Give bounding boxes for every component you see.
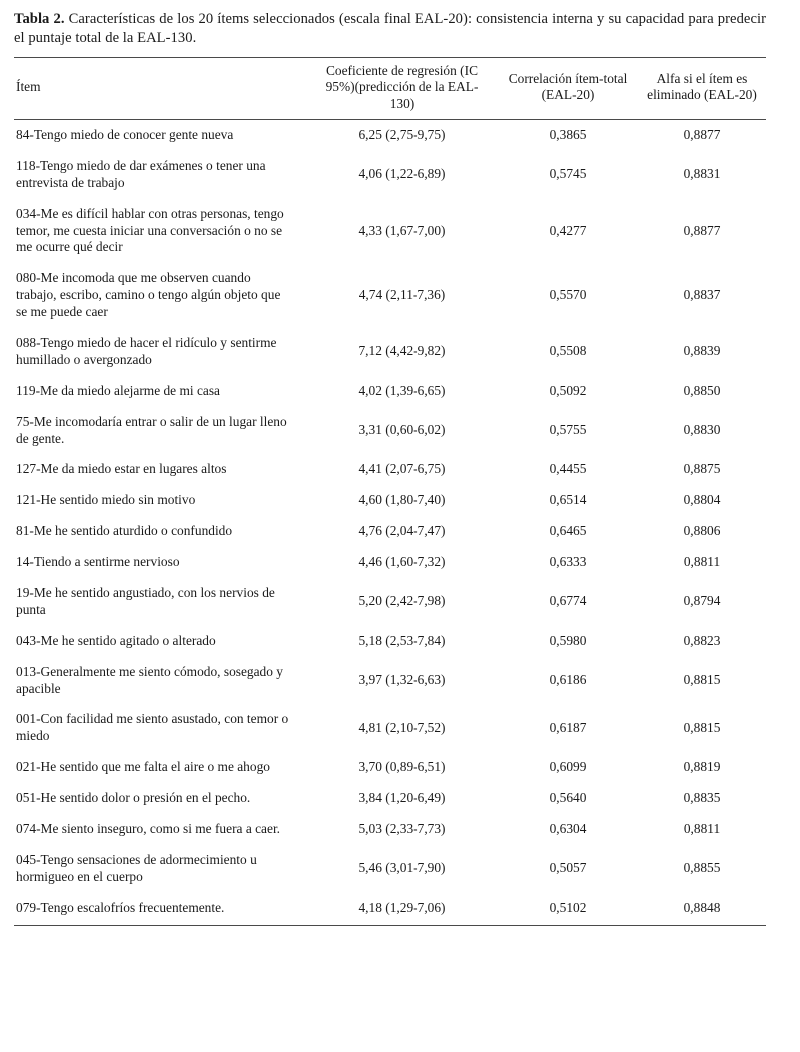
cell-coefficient: 4,41 (2,07-6,75)	[358, 461, 446, 477]
cell-correlation: 0,5057	[549, 860, 587, 876]
cell-coefficient: 4,74 (2,11-7,36)	[358, 287, 446, 303]
cell-item: 118-Tengo miedo de dar exámenes o tener una entrevista de trabajo	[16, 157, 266, 190]
cell-coefficient: 4,02 (1,39-6,65)	[358, 382, 446, 398]
cell-alpha: 0,8837	[683, 287, 721, 303]
table-row	[14, 783, 766, 814]
cell-coefficient: 5,03 (2,33-7,73)	[358, 821, 446, 837]
table-caption	[14, 10, 766, 48]
cell-item: 043-Me he sentido agitado o alterado	[16, 632, 216, 648]
table-row	[14, 704, 766, 752]
cell-correlation: 0,5745	[549, 166, 587, 182]
cell-item: 080-Me incomoda que me observen cuando trabajo, escribo, camino o tengo algún objeto que se me puede caer	[16, 270, 281, 320]
cell-correlation: 0,6774	[549, 593, 587, 609]
cell-coefficient: 4,81 (2,10-7,52)	[358, 719, 446, 735]
cell-item: 19-Me he sentido angustiado, con los nervios de punta	[16, 585, 275, 617]
cell-item: 079-Tengo escalofríos frecuentemente.	[14, 893, 306, 925]
table-caption-label: Tabla 2.	[14, 11, 65, 27]
cell-correlation: 0,6304	[549, 821, 587, 837]
cell-alpha: 0,8815	[683, 672, 721, 688]
cell-alpha: 0,8877	[683, 222, 721, 238]
cell-item: 013-Generalmente me siento cómodo, sosegado y apacible	[16, 663, 283, 696]
table-body	[14, 119, 766, 925]
cell-item: 127-Me da miedo estar en lugares altos	[16, 461, 227, 477]
cell-item: 84-Tengo miedo de conocer gente nueva	[16, 126, 234, 142]
cell-alpha: 0,8794	[683, 593, 721, 609]
cell-correlation: 0,5570	[549, 287, 587, 303]
cell-correlation: 0,6465	[549, 523, 587, 539]
cell-alpha: 0,8815	[683, 719, 721, 735]
column-header-coefficient: Coeficiente de regresión (IC 95%)(predicción de la EAL-130)	[306, 57, 498, 119]
cell-alpha: 0,8835	[683, 790, 721, 806]
cell-item: 121-He sentido miedo sin motivo	[16, 492, 196, 508]
cell-correlation: 0,3865	[549, 126, 587, 142]
cell-alpha: 0,8811	[683, 554, 721, 570]
cell-alpha: 0,8804	[683, 492, 721, 508]
cell-alpha: 0,8830	[683, 422, 721, 438]
table-caption-text: Características de los 20 ítems seleccionados (escala final EAL-20): consistencia interna y su capacidad para predecir el puntaje total de la EAL-130.	[14, 11, 767, 46]
cell-correlation: 0,6514	[549, 492, 587, 508]
cell-item: 045-Tengo sensaciones de adormecimiento u hormigueo en el cuerpo	[16, 851, 257, 884]
cell-coefficient: 3,97 (1,32-6,63)	[358, 672, 446, 688]
cell-coefficient: 4,18 (1,29-7,06)	[306, 893, 498, 925]
cell-item: 034-Me es difícil hablar con otras personas, tengo temor, me cuesta iniciar una conversación o no se me ocurre qué decir	[16, 205, 284, 255]
cell-coefficient: 4,06 (1,22-6,89)	[358, 166, 446, 182]
cell-item: 14-Tiendo a sentirme nervioso	[16, 554, 180, 570]
cell-correlation: 0,5640	[549, 790, 587, 806]
cell-correlation: 0,5755	[549, 422, 587, 438]
table-row	[14, 485, 766, 516]
cell-alpha: 0,8819	[683, 759, 721, 775]
cell-item: 119-Me da miedo alejarme de mi casa	[16, 382, 220, 398]
cell-alpha: 0,8875	[683, 461, 721, 477]
column-header-correlation: Correlación ítem-total (EAL-20)	[498, 57, 638, 119]
cell-coefficient: 5,20 (2,42-7,98)	[358, 593, 446, 609]
cell-alpha: 0,8806	[683, 523, 721, 539]
cell-alpha: 0,8855	[683, 860, 721, 876]
cell-correlation: 0,5980	[549, 632, 587, 648]
table-row	[14, 151, 766, 199]
table-row	[14, 119, 766, 150]
cell-item: 021-He sentido que me falta el aire o me ahogo	[16, 759, 270, 775]
cell-correlation: 0,5508	[549, 343, 587, 359]
table-row	[14, 547, 766, 578]
cell-correlation: 0,4277	[549, 222, 587, 238]
cell-coefficient: 3,31 (0,60-6,02)	[358, 422, 446, 438]
cell-item: 074-Me siento inseguro, como si me fuera a caer.	[16, 821, 281, 837]
table-row	[14, 893, 766, 925]
cell-alpha: 0,8823	[683, 632, 721, 648]
cell-alpha: 0,8877	[683, 126, 721, 142]
cell-coefficient: 5,18 (2,53-7,84)	[358, 632, 446, 648]
table-row	[14, 814, 766, 845]
cell-alpha: 0,8831	[683, 166, 721, 182]
table-row	[14, 376, 766, 407]
table-header-row	[14, 57, 766, 119]
cell-coefficient: 3,84 (1,20-6,49)	[358, 790, 446, 806]
table-row	[14, 328, 766, 376]
cell-coefficient: 4,46 (1,60-7,32)	[358, 554, 446, 570]
column-header-alpha: Alfa si el ítem es eliminado (EAL-20)	[638, 57, 766, 119]
cell-correlation: 0,6186	[549, 672, 587, 688]
table-row	[14, 752, 766, 783]
table-row	[14, 407, 766, 455]
cell-alpha: 0,8811	[683, 821, 721, 837]
cell-coefficient: 7,12 (4,42-9,82)	[358, 343, 446, 359]
cell-item: 001-Con facilidad me siento asustado, con temor o miedo	[16, 711, 289, 744]
cell-alpha: 0,8848	[638, 893, 766, 925]
table-row	[14, 199, 766, 264]
cell-correlation: 0,6099	[549, 759, 587, 775]
cell-correlation: 0,6333	[549, 554, 587, 570]
table-row	[14, 626, 766, 657]
cell-item: 088-Tengo miedo de hacer el ridículo y sentirme humillado o avergonzado	[16, 334, 277, 367]
cell-item: 75-Me incomodaría entrar o salir de un lugar lleno de gente.	[16, 413, 287, 446]
cell-coefficient: 4,76 (2,04-7,47)	[358, 523, 446, 539]
cell-coefficient: 4,60 (1,80-7,40)	[358, 492, 446, 508]
cell-correlation: 0,5092	[549, 382, 587, 398]
table-row	[14, 845, 766, 893]
table-row	[14, 657, 766, 705]
cell-correlation: 0,6187	[549, 719, 587, 735]
cell-item: 051-He sentido dolor o presión en el pecho.	[16, 790, 251, 806]
cell-coefficient: 3,70 (0,89-6,51)	[358, 759, 446, 775]
cell-alpha: 0,8850	[683, 382, 721, 398]
cell-coefficient: 4,33 (1,67-7,00)	[358, 222, 446, 238]
table-row	[14, 454, 766, 485]
characteristics-table	[14, 57, 766, 926]
table-row	[14, 263, 766, 328]
cell-item: 81-Me he sentido aturdido o confundido	[16, 523, 233, 539]
column-header-item: Ítem	[14, 57, 306, 119]
cell-coefficient: 5,46 (3,01-7,90)	[358, 860, 446, 876]
cell-correlation: 0,5102	[498, 893, 638, 925]
table-row	[14, 516, 766, 547]
cell-correlation: 0,4455	[549, 461, 587, 477]
cell-alpha: 0,8839	[683, 343, 721, 359]
cell-coefficient: 6,25 (2,75-9,75)	[358, 126, 446, 142]
table-row	[14, 578, 766, 626]
table-header	[14, 57, 766, 119]
